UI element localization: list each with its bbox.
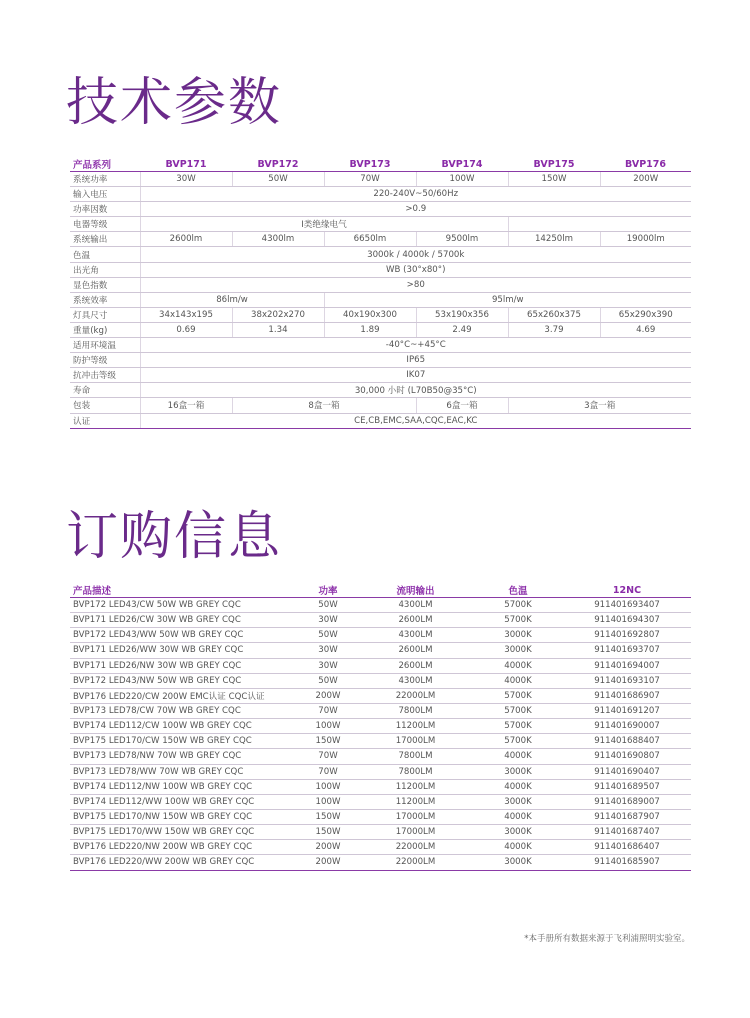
header-bvp172: BVP172 [232,157,324,172]
nc-code-cell: 911401693407 [563,598,691,613]
spec-cell: 150W [508,172,600,187]
power-cell: 150W [298,809,358,824]
color-temp-cell: 4000K [473,809,563,824]
nc-code-cell: 911401693707 [563,643,691,658]
spec-cell: 19000lm [600,232,691,247]
product-description-cell: BVP174 LED112/NW 100W WB GREY CQC [70,779,298,794]
spec-row-label: 重量(kg) [70,322,140,337]
spec-cell: 6650lm [324,232,416,247]
spec-cell: 34x143x195 [140,307,232,322]
spec-cell: 65x290x390 [600,307,691,322]
header-bvp171: BVP171 [140,157,232,172]
ordering-info-table [70,583,691,871]
tech-specs-header-row [70,157,691,172]
product-description-cell: BVP172 LED43/WW 50W WB GREY CQC [70,628,298,643]
spec-row [70,398,691,413]
spec-row-label: 输入电压 [70,187,140,202]
color-temp-cell: 3000K [473,764,563,779]
color-temp-cell: 3000K [473,855,563,870]
power-cell: 50W [298,598,358,613]
product-description-cell: BVP175 LED170/WW 150W WB GREY CQC [70,825,298,840]
spec-row [70,413,691,428]
spec-cell: >0.9 [140,202,691,217]
ordering-header-row [70,583,691,598]
spec-row-label: 认证 [70,413,140,428]
lumen-output-cell: 17000LM [358,825,473,840]
table-row [70,628,691,643]
table-row [70,613,691,628]
lumen-output-cell: 7800LM [358,703,473,718]
power-cell: 50W [298,628,358,643]
nc-code-cell: 911401687907 [563,809,691,824]
product-description-cell: BVP176 LED220/WW 200W WB GREY CQC [70,855,298,870]
spec-row-label: 色温 [70,247,140,262]
spec-row [70,262,691,277]
spec-row-label: 电器等级 [70,217,140,232]
color-temp-cell: 5700K [473,719,563,734]
lumen-output-cell: 11200LM [358,719,473,734]
spec-row [70,368,691,383]
spec-cell: CE,CB,EMC,SAA,CQC,EAC,KC [140,413,691,428]
spec-row-label: 出光角 [70,262,140,277]
spec-cell: IK07 [140,368,691,383]
header-lumen-output: 流明输出 [358,583,473,598]
spec-cell: 30W [140,172,232,187]
table-row [70,779,691,794]
spec-cell [508,217,691,232]
lumen-output-cell: 22000LM [358,688,473,703]
footnote: *本手册所有数据来源于飞利浦照明实验室。 [524,934,690,944]
spec-row [70,172,691,187]
spec-cell: 95lm/w [324,292,691,307]
header-bvp173: BVP173 [324,157,416,172]
spec-cell: 65x260x375 [508,307,600,322]
spec-row [70,247,691,262]
spec-row [70,322,691,337]
spec-row [70,338,691,353]
table-row [70,643,691,658]
power-cell: 150W [298,734,358,749]
nc-code-cell: 911401689507 [563,779,691,794]
table-row [70,749,691,764]
spec-row-label: 防护等级 [70,353,140,368]
product-description-cell: BVP174 LED112/CW 100W WB GREY CQC [70,719,298,734]
spec-cell: 4300lm [232,232,324,247]
power-cell: 70W [298,703,358,718]
header-bvp176: BVP176 [600,157,691,172]
spec-cell: 100W [416,172,508,187]
nc-code-cell: 911401689007 [563,794,691,809]
header-bvp174: BVP174 [416,157,508,172]
spec-cell: 1.34 [232,322,324,337]
spec-row-label: 系统输出 [70,232,140,247]
nc-code-cell: 911401686907 [563,688,691,703]
spec-row-label: 灯具尺寸 [70,307,140,322]
spec-cell: 14250lm [508,232,600,247]
lumen-output-cell: 7800LM [358,764,473,779]
table-row [70,658,691,673]
tech-specs-body [70,172,691,429]
lumen-output-cell: 4300LM [358,673,473,688]
spec-row-label: 系统功率 [70,172,140,187]
power-cell: 100W [298,794,358,809]
lumen-output-cell: 22000LM [358,840,473,855]
color-temp-cell: 4000K [473,779,563,794]
table-row [70,719,691,734]
power-cell: 30W [298,613,358,628]
nc-code-cell: 911401685907 [563,855,691,870]
table-row [70,598,691,613]
spec-cell: 30,000 小时 (L70B50@35°C) [140,383,691,398]
color-temp-cell: 3000K [473,794,563,809]
table-row [70,703,691,718]
color-temp-cell: 4000K [473,749,563,764]
spec-row [70,292,691,307]
spec-cell: I类绝缘电气 [140,217,508,232]
table-row [70,809,691,824]
nc-code-cell: 911401694307 [563,613,691,628]
spec-cell: 53x190x356 [416,307,508,322]
table-row [70,673,691,688]
color-temp-cell: 5700K [473,703,563,718]
spec-row [70,187,691,202]
spec-cell: 3盒一箱 [508,398,691,413]
ordering-info-body [70,598,691,871]
lumen-output-cell: 2600LM [358,658,473,673]
lumen-output-cell: 2600LM [358,613,473,628]
spec-cell: 0.69 [140,322,232,337]
power-cell: 100W [298,779,358,794]
spec-cell: IP65 [140,353,691,368]
header-product-series: 产品系列 [70,157,140,172]
power-cell: 50W [298,673,358,688]
spec-cell: 3.79 [508,322,600,337]
lumen-output-cell: 11200LM [358,794,473,809]
lumen-output-cell: 17000LM [358,734,473,749]
spec-cell: 200W [600,172,691,187]
product-description-cell: BVP176 LED220/CW 200W EMC认证 CQC认证 [70,688,298,703]
table-row [70,794,691,809]
lumen-output-cell: 4300LM [358,628,473,643]
lumen-output-cell: 2600LM [358,643,473,658]
spec-cell: 70W [324,172,416,187]
spec-cell: 2600lm [140,232,232,247]
color-temp-cell: 3000K [473,643,563,658]
tech-specs-title: 技术参数 [66,73,283,133]
spec-cell: 50W [232,172,324,187]
product-description-cell: BVP174 LED112/WW 100W WB GREY CQC [70,794,298,809]
power-cell: 30W [298,643,358,658]
lumen-output-cell: 7800LM [358,749,473,764]
lumen-output-cell: 4300LM [358,598,473,613]
spec-cell: 38x202x270 [232,307,324,322]
spec-cell: 2.49 [416,322,508,337]
color-temp-cell: 5700K [473,598,563,613]
spec-row-label: 包装 [70,398,140,413]
power-cell: 150W [298,825,358,840]
color-temp-cell: 4000K [473,840,563,855]
spec-cell: 1.89 [324,322,416,337]
nc-code-cell: 911401688407 [563,734,691,749]
product-description-cell: BVP172 LED43/CW 50W WB GREY CQC [70,598,298,613]
color-temp-cell: 5700K [473,688,563,703]
header-color-temp: 色温 [473,583,563,598]
table-row [70,840,691,855]
spec-cell: 16盒一箱 [140,398,232,413]
spec-cell: 3000k / 4000k / 5700k [140,247,691,262]
power-cell: 70W [298,749,358,764]
power-cell: 200W [298,855,358,870]
header-bvp175: BVP175 [508,157,600,172]
spec-row [70,232,691,247]
color-temp-cell: 4000K [473,673,563,688]
table-row [70,825,691,840]
power-cell: 200W [298,840,358,855]
nc-code-cell: 911401693107 [563,673,691,688]
spec-row-label: 寿命 [70,383,140,398]
nc-code-cell: 911401690007 [563,719,691,734]
spec-row [70,383,691,398]
product-description-cell: BVP173 LED78/NW 70W WB GREY CQC [70,749,298,764]
tech-specs-table [70,157,691,429]
table-row [70,734,691,749]
color-temp-cell: 3000K [473,628,563,643]
nc-code-cell: 911401690407 [563,764,691,779]
nc-code-cell: 911401687407 [563,825,691,840]
spec-cell: >80 [140,277,691,292]
color-temp-cell: 3000K [473,825,563,840]
power-cell: 30W [298,658,358,673]
product-description-cell: BVP172 LED43/NW 50W WB GREY CQC [70,673,298,688]
table-row [70,764,691,779]
spec-row [70,353,691,368]
spec-row-label: 功率因数 [70,202,140,217]
product-description-cell: BVP175 LED170/NW 150W WB GREY CQC [70,809,298,824]
product-description-cell: BVP173 LED78/WW 70W WB GREY CQC [70,764,298,779]
power-cell: 70W [298,764,358,779]
product-description-cell: BVP175 LED170/CW 150W WB GREY CQC [70,734,298,749]
spec-row [70,307,691,322]
color-temp-cell: 4000K [473,658,563,673]
ordering-info-title: 订购信息 [66,507,283,567]
lumen-output-cell: 11200LM [358,779,473,794]
spec-cell: 220-240V~50/60Hz [140,187,691,202]
spec-row-label: 抗冲击等级 [70,368,140,383]
nc-code-cell: 911401692807 [563,628,691,643]
nc-code-cell: 911401686407 [563,840,691,855]
nc-code-cell: 911401691207 [563,703,691,718]
spec-row-label: 适用环境温 [70,338,140,353]
spec-cell: -40°C~+45°C [140,338,691,353]
lumen-output-cell: 22000LM [358,855,473,870]
spec-cell: 86lm/w [140,292,324,307]
spec-row [70,277,691,292]
product-description-cell: BVP173 LED78/CW 70W WB GREY CQC [70,703,298,718]
spec-cell: 6盒一箱 [416,398,508,413]
spec-cell: WB (30°x80°) [140,262,691,277]
color-temp-cell: 5700K [473,734,563,749]
header-12nc: 12NC [563,583,691,598]
color-temp-cell: 5700K [473,613,563,628]
spec-cell: 40x190x300 [324,307,416,322]
spec-row [70,202,691,217]
product-description-cell: BVP171 LED26/WW 30W WB GREY CQC [70,643,298,658]
spec-cell: 8盒一箱 [232,398,416,413]
power-cell: 100W [298,719,358,734]
spec-cell: 4.69 [600,322,691,337]
lumen-output-cell: 17000LM [358,809,473,824]
table-row [70,688,691,703]
product-description-cell: BVP171 LED26/CW 30W WB GREY CQC [70,613,298,628]
spec-row-label: 显色指数 [70,277,140,292]
product-description-cell: BVP176 LED220/NW 200W WB GREY CQC [70,840,298,855]
nc-code-cell: 911401690807 [563,749,691,764]
spec-cell: 9500lm [416,232,508,247]
header-product-description: 产品描述 [70,583,298,598]
nc-code-cell: 911401694007 [563,658,691,673]
spec-row-label: 系统效率 [70,292,140,307]
product-description-cell: BVP171 LED26/NW 30W WB GREY CQC [70,658,298,673]
table-row [70,855,691,870]
power-cell: 200W [298,688,358,703]
spec-row [70,217,691,232]
header-power: 功率 [298,583,358,598]
